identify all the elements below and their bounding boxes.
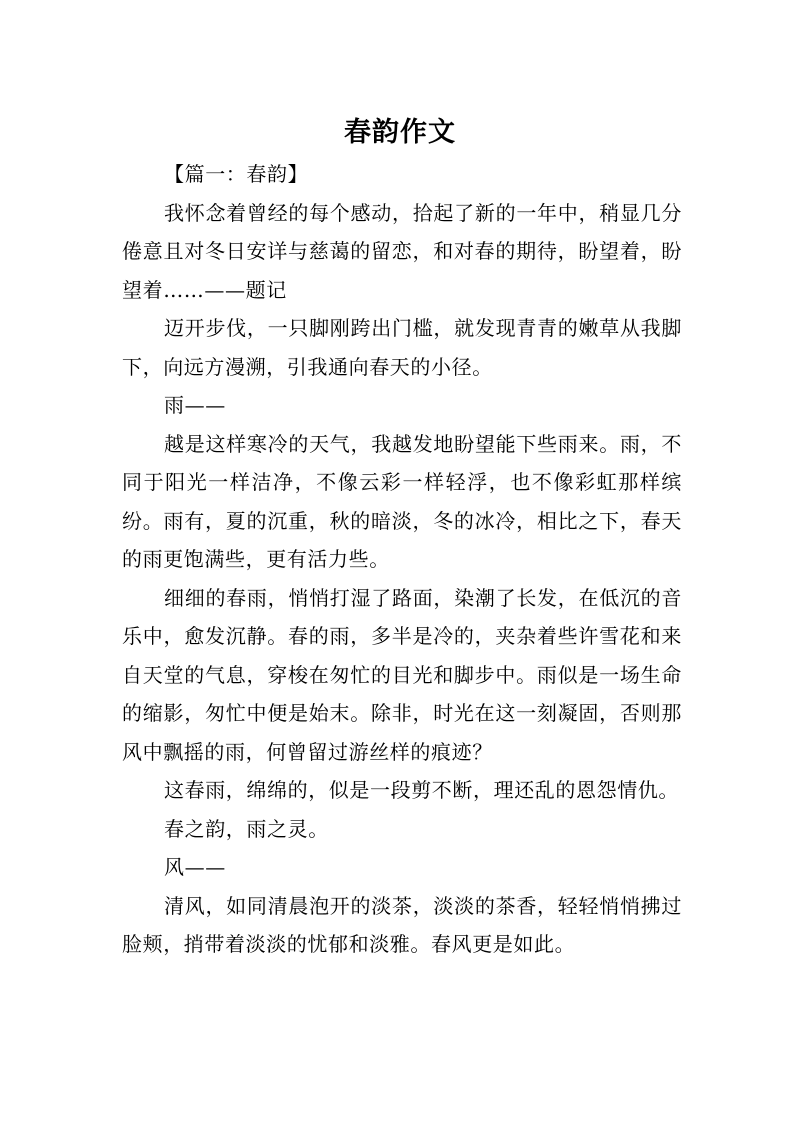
subheading-wind: 风—— bbox=[164, 855, 226, 879]
section-heading: 【篇一：春韵】 bbox=[164, 162, 309, 186]
paragraph: 这春雨，绵绵的，似是一段剪不断，理还乱的恩怨情仇。 bbox=[164, 778, 679, 802]
paragraph: 我怀念着曾经的每个感动，拾起了新的一年中，稍显几分倦意且对冬日安详与慈蔼的留恋，和对春的期待，盼望着，盼望着……——题记 bbox=[122, 200, 682, 302]
paragraph: 清风，如同清晨泡开的淡茶，淡淡的茶香，轻轻悄悄拂过脸颊，捎带着淡淡的忧郁和淡雅。春风更是如此。 bbox=[122, 893, 682, 956]
paragraph: 越是这样寒冷的天气，我越发地盼望能下些雨来。雨，不同于阳光一样洁净，不像云彩一样轻浮，也不像彩虹那样缤纷。雨有，夏的沉重，秋的暗淡，冬的冰冷，相比之下，春天的雨更饱满些，更有活力些。 bbox=[122, 431, 682, 571]
page-title: 春韵作文 bbox=[344, 117, 456, 149]
paragraph: 迈开步伐，一只脚刚跨出门槛，就发现青青的嫩草从我脚下，向远方漫溯，引我通向春天的小径。 bbox=[122, 316, 682, 379]
paragraph: 细细的春雨，悄悄打湿了路面，染潮了长发，在低沉的音乐中，愈发沉静。春的雨，多半是冷的，夹杂着些许雪花和来自天堂的气息，穿梭在匆忙的目光和脚步中。雨似是一场生命的缩影，匆忙中便是始末。除非，时光在这一刻凝固，否则那风中飘摇的雨，何曾留过游丝样的痕迹？ bbox=[122, 585, 682, 764]
article-body bbox=[122, 155, 682, 964]
subheading-rain: 雨—— bbox=[164, 393, 226, 417]
paragraph: 春之韵，雨之灵。 bbox=[164, 816, 329, 841]
